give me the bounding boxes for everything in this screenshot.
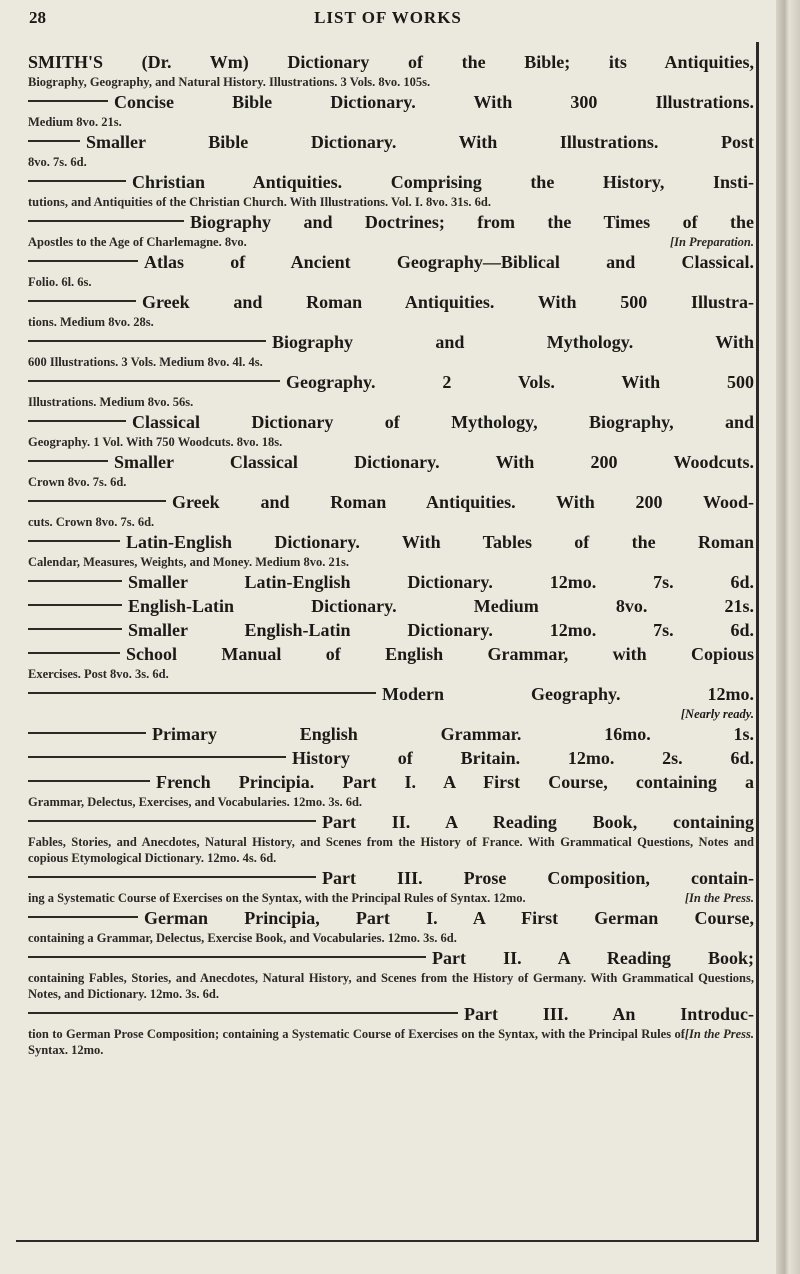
work-details xyxy=(28,666,754,682)
ditto-dash xyxy=(28,956,426,958)
work-title: Part II. A Reading Book, containing xyxy=(322,812,754,832)
ditto-dash xyxy=(28,604,122,606)
work-title-line xyxy=(28,290,754,314)
work-detail-text: containing a Grammar, Delectus, Exercise Book, and Vocabularies. 12mo. 3s. 6d. xyxy=(28,931,457,945)
work-title: Christian Antiquities. Comprising the History, Insti- xyxy=(132,172,754,192)
work-title: Latin-English Dictionary. With Tables of the Roman xyxy=(126,532,754,552)
work-entry xyxy=(28,330,754,370)
work-details xyxy=(28,834,754,866)
work-title: Greek and Roman Antiquities. With 200 Wood- xyxy=(172,492,754,512)
publication-note: [In Preparation. xyxy=(669,235,754,249)
work-entry xyxy=(28,770,754,810)
work-entry xyxy=(28,906,754,946)
work-details xyxy=(28,1026,754,1058)
work-entry xyxy=(28,746,754,770)
work-detail-text: Apostles to the Age of Charlemagne. 8vo. xyxy=(28,235,247,249)
publication-note: [In the Press. xyxy=(684,891,754,905)
ditto-dash xyxy=(28,628,122,630)
work-detail-text: 8vo. 7s. 6d. xyxy=(28,155,87,169)
work-title-line xyxy=(28,410,754,434)
work-title-line xyxy=(28,1002,754,1026)
work-details xyxy=(28,970,754,1002)
work-detail-text: ing a Systematic Course of Exercises on the Syntax, with the Principal Rules of Syntax. 12mo. xyxy=(28,891,526,905)
work-entry xyxy=(28,618,754,642)
work-title-line xyxy=(28,570,754,594)
ditto-dash xyxy=(28,820,316,822)
work-details xyxy=(28,114,754,130)
work-details xyxy=(28,154,754,170)
work-title: SMITH'S (Dr. Wm) Dictionary of the Bible; its Antiquities, xyxy=(28,52,754,72)
work-entry xyxy=(28,570,754,594)
publication-note: [In the Press. xyxy=(684,1027,754,1041)
work-detail-text: Biography, Geography, and Natural History. Illustrations. 3 Vols. 8vo. 105s. xyxy=(28,75,431,89)
work-title: Atlas of Ancient Geography—Biblical and Classical. xyxy=(144,252,754,272)
work-entry xyxy=(28,642,754,682)
work-title-line xyxy=(28,722,754,746)
work-details xyxy=(28,354,754,370)
work-entry xyxy=(28,866,754,906)
work-title: Part III. An Introduc- xyxy=(464,1004,754,1024)
ditto-dash xyxy=(28,300,136,302)
work-details xyxy=(28,930,754,946)
works-list xyxy=(28,50,754,1058)
work-details xyxy=(28,514,754,530)
page-edge xyxy=(776,0,800,1274)
work-entry xyxy=(28,210,754,250)
work-entry xyxy=(28,370,754,410)
work-title: Primary English Grammar. 16mo. 1s. xyxy=(152,724,754,744)
work-entry xyxy=(28,530,754,570)
ditto-dash xyxy=(28,220,184,222)
work-detail-text: Grammar, Delectus, Exercises, and Vocabularies. 12mo. 3s. 6d. xyxy=(28,795,363,809)
work-title: German Principia, Part I. A First German Course, xyxy=(144,908,754,928)
ditto-dash xyxy=(28,652,120,654)
work-title-line xyxy=(28,250,754,274)
ditto-dash xyxy=(28,380,280,382)
work-detail-text: Illustrations. Medium 8vo. 56s. xyxy=(28,395,194,409)
work-entry xyxy=(28,250,754,290)
work-detail-text: tion to German Prose Composition; containing a Systematic Course of Exercises on the Syntax, with the Principal Rules of Syntax. 12mo. xyxy=(28,1027,685,1057)
work-title: Smaller Classical Dictionary. With 200 Woodcuts. xyxy=(114,452,754,472)
work-title-line xyxy=(28,210,754,234)
work-entry xyxy=(28,682,754,722)
work-title: French Principia. Part I. A First Course, containing a xyxy=(156,772,754,792)
ditto-dash xyxy=(28,780,150,782)
work-title-line xyxy=(28,770,754,794)
work-entry xyxy=(28,722,754,746)
work-detail-text: Fables, Stories, and Anecdotes, Natural History, and Scenes from the History of France. With Grammatical Questions, Notes and copious Etymological Dictionary. 12mo. 4s. 6d. xyxy=(28,835,754,865)
work-entry xyxy=(28,130,754,170)
work-detail-text: containing Fables, Stories, and Anecdotes, Natural History, and Scenes from the History of Germany. With Grammatical Questions, Notes, and Dictionary. 12mo. 3s. 6d. xyxy=(28,971,754,1001)
work-title: School Manual of English Grammar, with Copious xyxy=(126,644,754,664)
work-entry xyxy=(28,170,754,210)
work-title-line xyxy=(28,642,754,666)
work-title-line xyxy=(28,490,754,514)
work-details xyxy=(28,794,754,810)
running-title: LIST OF WORKS xyxy=(314,8,462,27)
work-details xyxy=(28,890,754,906)
ditto-dash xyxy=(28,100,108,102)
ditto-dash xyxy=(28,140,80,142)
work-title: Biography and Doctrines; from the Times of the xyxy=(190,212,754,232)
work-title-line xyxy=(28,866,754,890)
work-title: Smaller English-Latin Dictionary. 12mo. 7s. 6d. xyxy=(128,620,754,640)
work-title: Smaller Latin-English Dictionary. 12mo. 7s. 6d. xyxy=(128,572,754,592)
work-entry xyxy=(28,410,754,450)
work-title-line xyxy=(28,370,754,394)
ditto-dash xyxy=(28,756,286,758)
work-title: History of Britain. 12mo. 2s. 6d. xyxy=(292,748,754,768)
work-title-line xyxy=(28,906,754,930)
work-details xyxy=(28,274,754,290)
work-title-line xyxy=(28,594,754,618)
work-title: Modern Geography. 12mo. xyxy=(382,684,754,704)
work-title-line xyxy=(28,330,754,354)
ditto-dash xyxy=(28,580,122,582)
work-details xyxy=(28,74,754,90)
work-title-line xyxy=(28,450,754,474)
work-title: Greek and Roman Antiquities. With 500 Illustra- xyxy=(142,292,754,312)
work-details xyxy=(28,234,754,250)
work-details xyxy=(28,314,754,330)
work-entry xyxy=(28,594,754,618)
work-entry xyxy=(28,90,754,130)
work-entry xyxy=(28,810,754,866)
work-detail-text: Geography. 1 Vol. With 750 Woodcuts. 8vo. 18s. xyxy=(28,435,283,449)
work-title: Smaller Bible Dictionary. With Illustrations. Post xyxy=(86,132,754,152)
work-entry xyxy=(28,450,754,490)
ditto-dash xyxy=(28,180,126,182)
ditto-dash xyxy=(28,260,138,262)
work-entry xyxy=(28,946,754,1002)
ditto-dash xyxy=(28,540,120,542)
work-title: Part III. Prose Composition, contain- xyxy=(322,868,754,888)
work-title-line xyxy=(28,618,754,642)
work-title-line xyxy=(28,50,754,74)
ditto-dash xyxy=(28,500,166,502)
work-title-line xyxy=(28,810,754,834)
margin-rule xyxy=(756,42,759,1242)
ditto-dash xyxy=(28,916,138,918)
page-header xyxy=(0,8,776,30)
publication-note: [Nearly ready. xyxy=(680,707,754,721)
ditto-dash xyxy=(28,732,146,734)
work-entry xyxy=(28,50,754,90)
work-detail-text: tions. Medium 8vo. 28s. xyxy=(28,315,154,329)
ditto-dash xyxy=(28,460,108,462)
work-entry xyxy=(28,490,754,530)
work-title: Biography and Mythology. With xyxy=(272,332,754,352)
ditto-dash xyxy=(28,340,266,342)
work-title-line xyxy=(28,682,754,706)
work-title-line xyxy=(28,90,754,114)
work-detail-text: Medium 8vo. 21s. xyxy=(28,115,122,129)
work-title: Part II. A Reading Book; xyxy=(432,948,754,968)
work-details xyxy=(28,434,754,450)
work-details xyxy=(28,194,754,210)
work-detail-text: Folio. 6l. 6s. xyxy=(28,275,92,289)
work-title: Concise Bible Dictionary. With 300 Illustrations. xyxy=(114,92,754,112)
work-title-line xyxy=(28,130,754,154)
page-number: 28 xyxy=(29,8,46,27)
work-title-line xyxy=(28,170,754,194)
work-detail-text: Calendar, Measures, Weights, and Money. Medium 8vo. 21s. xyxy=(28,555,349,569)
work-entry xyxy=(28,1002,754,1058)
ditto-dash xyxy=(28,876,316,878)
work-detail-text: Crown 8vo. 7s. 6d. xyxy=(28,475,127,489)
work-title: English-Latin Dictionary. Medium 8vo. 21s. xyxy=(128,596,754,616)
work-entry xyxy=(28,290,754,330)
work-detail-text: 600 Illustrations. 3 Vols. Medium 8vo. 4l. 4s. xyxy=(28,355,263,369)
ditto-dash xyxy=(28,1012,458,1014)
bottom-rule xyxy=(16,1240,758,1242)
work-details xyxy=(28,554,754,570)
work-detail-text: cuts. Crown 8vo. 7s. 6d. xyxy=(28,515,155,529)
work-title-line xyxy=(28,530,754,554)
work-detail-text: Exercises. Post 8vo. 3s. 6d. xyxy=(28,667,169,681)
work-details xyxy=(28,474,754,490)
work-title-line xyxy=(28,746,754,770)
work-detail-text: tutions, and Antiquities of the Christian Church. With Illustrations. Vol. I. 8vo. 31s. 6d. xyxy=(28,195,491,209)
ditto-dash xyxy=(28,420,126,422)
ditto-dash xyxy=(28,692,376,694)
work-title-line xyxy=(28,946,754,970)
work-details xyxy=(28,394,754,410)
work-title: Geography. 2 Vols. With 500 xyxy=(286,372,754,392)
work-title: Classical Dictionary of Mythology, Biography, and xyxy=(132,412,754,432)
